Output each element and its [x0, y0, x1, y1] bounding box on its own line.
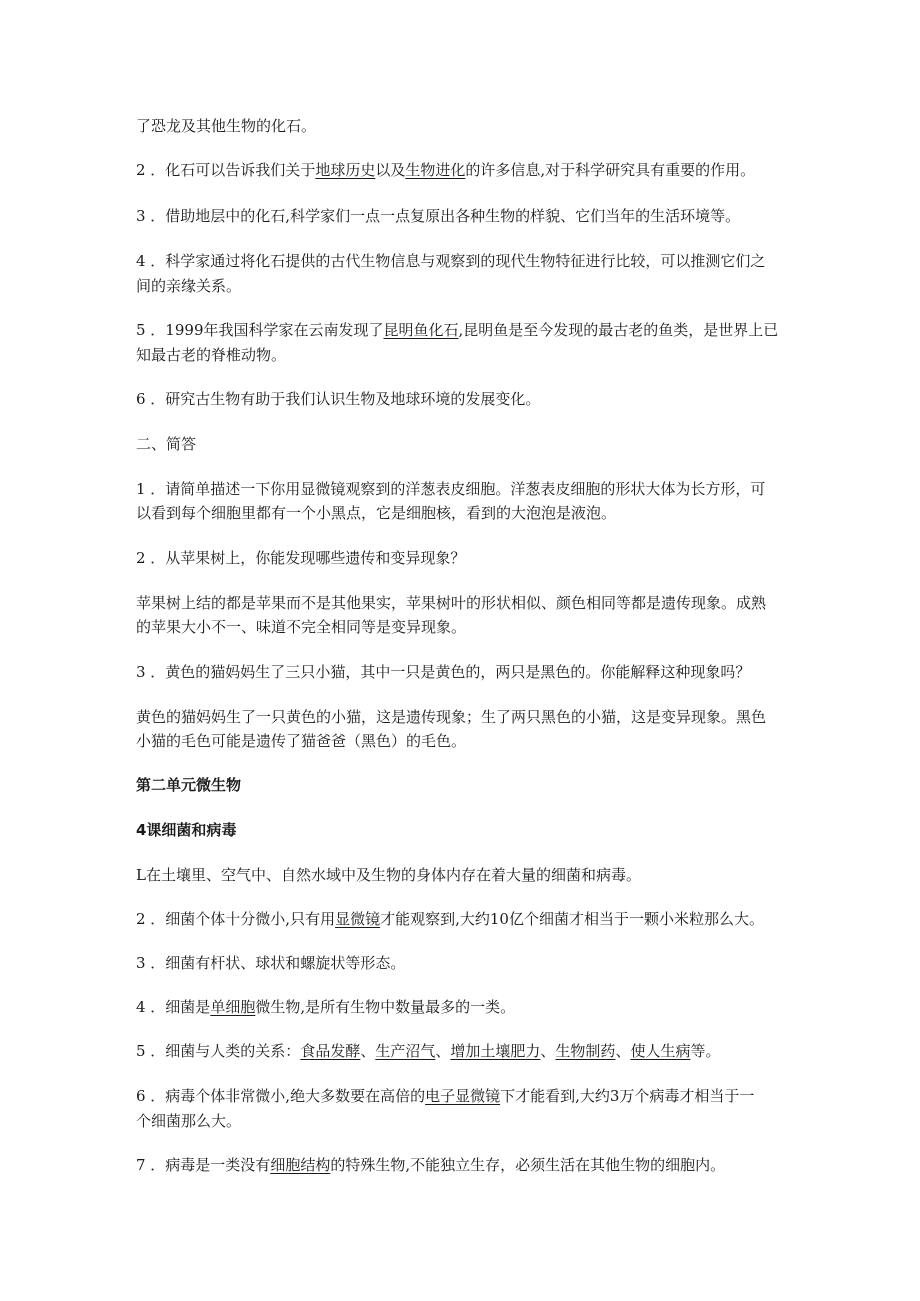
- underlined-term: 电子显微镜: [425, 1087, 501, 1105]
- unit-heading: [136, 775, 241, 795]
- question-1-line-2: [136, 503, 616, 523]
- fossil-item-3: [136, 206, 740, 226]
- underlined-term: 生产沼气: [375, 1042, 436, 1060]
- underlined-term: 地球历史: [315, 161, 376, 179]
- text: 4 ．科学家通过将化石提供的古代生物信息与观察到的现代生物特征进行比较，可以推测它们之: [136, 252, 766, 270]
- text: 以看到每个细胞里都有一个小黑点，它是细胞核，看到的大泡泡是液泡。: [136, 504, 617, 522]
- text: 以及: [375, 161, 406, 179]
- question-2: [136, 548, 465, 568]
- text: 个细菌那么大。: [136, 1112, 242, 1130]
- text: 3 ．借助地层中的化石,科学家们一点一点复原出各种生物的样貌、它们当年的生活环境等。: [136, 207, 741, 225]
- section-heading-short-answer: [136, 434, 196, 454]
- underlined-term: 生物制药: [555, 1042, 616, 1060]
- text: 间的亲缘关系。: [136, 277, 242, 295]
- text: 3 ．细菌有杆状、球状和螺旋状等形态。: [136, 954, 406, 972]
- text: 4 ．细菌是: [136, 998, 211, 1016]
- virus-item-6-line-2: [136, 1111, 241, 1131]
- separator: 、: [360, 1042, 376, 1060]
- separator: 、: [435, 1042, 451, 1060]
- answer-3-line-2: [136, 731, 466, 751]
- text: 才能观察到,大约10亿个细菌才相当于一颗小米粒那么大。: [380, 910, 764, 928]
- text: L在土壤里、空气中、自然水域中及生物的身体内存在着大量的细菌和病毒。: [136, 866, 641, 884]
- separator: 、: [540, 1042, 556, 1060]
- lesson-heading: [136, 820, 236, 840]
- fossil-item-1-tail: [136, 116, 316, 136]
- bacteria-item-2: [136, 909, 764, 929]
- underlined-term: 食品发酵: [300, 1042, 361, 1060]
- text: 7 ．病毒是一类没有: [136, 1156, 271, 1174]
- underlined-term: 生物进化: [405, 161, 466, 179]
- bacteria-item-5: [136, 1041, 720, 1061]
- text: 6 ．病毒个体非常微小,绝大多数要在高倍的: [136, 1087, 426, 1105]
- fossil-item-5-line-1: [136, 320, 778, 340]
- text: 5 ．细菌与人类的关系：: [136, 1042, 301, 1060]
- text: 二、简答: [136, 435, 197, 453]
- underlined-term: 细胞结构: [270, 1156, 331, 1174]
- fossil-item-6: [136, 389, 540, 409]
- answer-2-line-2: [136, 617, 466, 637]
- underlined-term: 增加土壤肥力: [450, 1042, 541, 1060]
- text: 第二单元微生物: [136, 776, 242, 794]
- text: 5 ．1999年我国科学家在云南发现了: [136, 321, 384, 339]
- virus-item-6-line-1: [136, 1086, 754, 1106]
- text: 6 ．研究古生物有助于我们认识生物及地球环境的发展变化。: [136, 390, 541, 408]
- text: 等。: [690, 1042, 721, 1060]
- text: 的苹果大小不一、味道不完全相同等是变异现象。: [136, 618, 467, 636]
- text: 下才能看到,大约3万个病毒才相当于一: [500, 1087, 755, 1105]
- text: 2 ．细菌个体十分微小,只有用: [136, 910, 336, 928]
- text: 知最古老的脊椎动物。: [136, 346, 287, 364]
- bacteria-item-1: [136, 865, 641, 885]
- fossil-item-4-line-1: [136, 251, 765, 271]
- text: ,昆明鱼是至今发现的最古老的鱼类，是世界上已: [458, 321, 779, 339]
- virus-item-7: [136, 1155, 725, 1175]
- question-3: [136, 662, 750, 682]
- underlined-term: 昆明鱼化石: [383, 321, 459, 339]
- underlined-term: 显微镜: [335, 910, 381, 928]
- text: 小猫的毛色可能是遗传了猫爸爸（黑色）的毛色。: [136, 732, 467, 750]
- bacteria-item-3: [136, 953, 405, 973]
- answer-3-line-1: [136, 707, 766, 727]
- text: 黄色的猫妈妈生了一只黄色的小猫，这是遗传现象；生了两只黑色的小猫，这是变异现象。黑色: [136, 708, 767, 726]
- fossil-item-5-line-2: [136, 345, 286, 365]
- underlined-term: 使人生病: [630, 1042, 691, 1060]
- fossil-item-4-line-2: [136, 276, 241, 296]
- text: 苹果树上结的都是苹果而不是其他果实，苹果树叶的形状相似、颜色相同等都是遗传现象。成熟: [136, 594, 767, 612]
- text: 微生物,是所有生物中数量最多的一类。: [255, 998, 516, 1016]
- answer-2-line-1: [136, 593, 766, 613]
- question-1-line-1: [136, 479, 765, 499]
- text: 了恐龙及其他生物的化石。: [136, 117, 317, 135]
- underlined-term: 单细胞: [210, 998, 256, 1016]
- text: 1 ．请简单描述一下你用显微镜观察到的洋葱表皮细胞。洋葱表皮细胞的形状大体为长方形，可: [136, 480, 766, 498]
- text: 3 ．黄色的猫妈妈生了三只小猫，其中一只是黄色的，两只是黑色的。你能解释这种现象吗？: [136, 663, 751, 681]
- separator: 、: [615, 1042, 631, 1060]
- bacteria-item-4: [136, 997, 515, 1017]
- text: 2 ．从苹果树上，你能发现哪些遗传和变异现象？: [136, 549, 466, 567]
- text: 2 ．化石可以告诉我们关于: [136, 161, 316, 179]
- fossil-item-2: [136, 160, 755, 180]
- text: 的特殊生物,不能独立生存，必须生活在其他生物的细胞内。: [330, 1156, 726, 1174]
- text: 的许多信息,对于科学研究具有重要的作用。: [465, 161, 756, 179]
- text: 4课细菌和病毒: [136, 821, 237, 839]
